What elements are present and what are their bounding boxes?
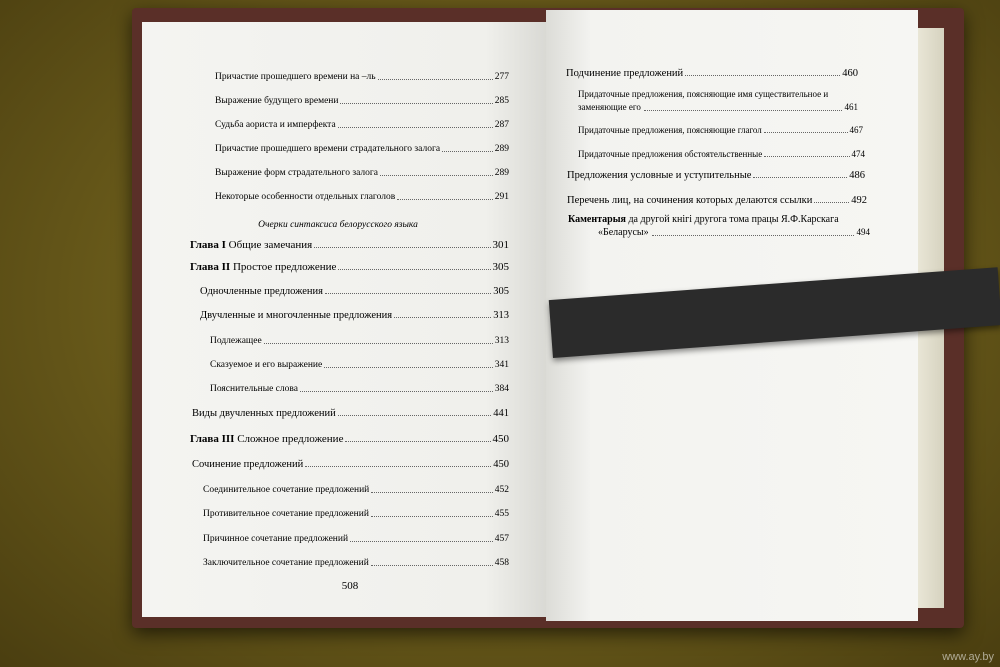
leader-dots bbox=[378, 79, 493, 80]
leader-dots bbox=[371, 565, 493, 566]
toc-subentry bbox=[203, 558, 509, 569]
comments-bold-word: Каментарыя bbox=[568, 214, 626, 225]
toc-entry-title-line: «Беларусы» bbox=[598, 227, 649, 238]
leader-dots bbox=[442, 151, 493, 152]
toc-entry-title: Заключительное сочетание предложений bbox=[203, 558, 369, 568]
toc-entry bbox=[215, 96, 509, 107]
toc-entry-title: Предложения условные и уступительные bbox=[567, 170, 752, 181]
chapter-entry bbox=[190, 240, 509, 251]
toc-entry-page: 452 bbox=[494, 485, 509, 495]
toc-entry bbox=[566, 68, 858, 79]
leader-dots bbox=[644, 110, 842, 111]
page-number: 508 bbox=[341, 580, 359, 592]
toc-entry-page: 458 bbox=[494, 558, 509, 568]
toc-entry-line bbox=[578, 101, 858, 114]
toc-entry-page: 457 bbox=[494, 534, 509, 544]
toc-entry-page: 287 bbox=[494, 120, 509, 130]
chapter-entry bbox=[190, 434, 509, 445]
toc-entry-title: Виды двучленных предложений bbox=[192, 408, 336, 419]
toc-entry-page: 455 bbox=[494, 509, 509, 519]
toc-entry-title: Сказуемое и его выражение bbox=[210, 360, 323, 370]
chapter-label: Глава III bbox=[190, 433, 235, 445]
toc-subentry bbox=[210, 384, 509, 395]
toc-entry bbox=[567, 195, 867, 206]
toc-entry bbox=[215, 120, 509, 131]
toc-entry bbox=[200, 310, 509, 321]
toc-entry-page: 450 bbox=[493, 459, 509, 470]
toc-entry-title: Судьба аориста и имперфекта bbox=[215, 120, 336, 130]
toc-subentry bbox=[203, 509, 509, 520]
leader-dots bbox=[371, 492, 493, 493]
toc-entry-title: Соединительное сочетание предложений bbox=[203, 485, 370, 495]
toc-entry-title: Сочинение предложений bbox=[192, 459, 304, 470]
chapter-page: 305 bbox=[492, 261, 509, 273]
leader-dots bbox=[340, 103, 492, 104]
toc-entry-page: 285 bbox=[494, 96, 509, 106]
toc-entry-title: Выражение форм страдательного залога bbox=[215, 168, 378, 178]
comments-rest: да другой кнігі другога тома працы Я.Ф.Карскага bbox=[625, 214, 839, 225]
leader-dots bbox=[753, 177, 847, 178]
leader-dots bbox=[394, 317, 491, 318]
toc-entry-title-line bbox=[568, 213, 870, 226]
leader-dots bbox=[764, 132, 848, 133]
leader-dots bbox=[814, 202, 849, 203]
toc-entry-page: 492 bbox=[851, 195, 867, 206]
toc-entry-page: 289 bbox=[494, 168, 509, 178]
toc-entry-title: Причинное сочетание предложений bbox=[203, 534, 349, 544]
chapter-page: 301 bbox=[492, 239, 509, 251]
toc-entry-page: 461 bbox=[844, 102, 858, 112]
chapter-name: Простое предложение bbox=[232, 261, 337, 273]
leader-dots bbox=[300, 391, 493, 392]
toc-entry-title: Придаточные предложения, поясняющие глагол bbox=[578, 125, 762, 135]
toc-entry-title: Одночленные предложения bbox=[200, 286, 323, 297]
chapter-title bbox=[190, 240, 314, 251]
toc-entry-title: Причастие прошедшего времени страдательного залога bbox=[215, 144, 441, 154]
toc-entry-page: 474 bbox=[851, 149, 865, 159]
leader-dots bbox=[264, 343, 493, 344]
toc-entry-page: 460 bbox=[842, 68, 858, 79]
leader-dots bbox=[350, 541, 493, 542]
toc-entry-page: 313 bbox=[493, 310, 509, 321]
toc-entry-page: 486 bbox=[849, 170, 865, 181]
toc-entry-title-line: Придаточные предложения, поясняющие имя существительное и bbox=[578, 89, 829, 99]
toc-entry-page: 467 bbox=[849, 125, 863, 135]
toc-entry-title: Выражение будущего времени bbox=[215, 96, 339, 106]
chapter-name: Общие замечания bbox=[228, 239, 313, 251]
toc-entry-page: 305 bbox=[493, 286, 509, 297]
toc-entry bbox=[215, 168, 509, 179]
toc-entry-page: 494 bbox=[856, 227, 870, 237]
toc-entry bbox=[215, 72, 509, 83]
toc-entry bbox=[192, 408, 509, 419]
leader-dots bbox=[685, 75, 840, 76]
toc-entry bbox=[200, 286, 509, 297]
leader-dots bbox=[324, 367, 493, 368]
toc-entry-title: Подчинение предложений bbox=[566, 68, 684, 79]
watermark: www.ay.by bbox=[942, 651, 994, 663]
toc-subentry bbox=[203, 534, 509, 545]
leader-dots bbox=[338, 269, 490, 270]
toc-entry-page: 277 bbox=[494, 72, 509, 82]
toc-entry-title: Пояснительные слова bbox=[210, 384, 298, 394]
toc-subentry bbox=[203, 485, 509, 496]
toc-entry-page: 384 bbox=[494, 384, 509, 394]
toc-entry-title: Двучленные и многочленные предложения bbox=[200, 310, 393, 321]
toc-subentry bbox=[210, 336, 509, 347]
chapter-title bbox=[190, 434, 345, 445]
section-heading: Очерки синтаксиса белорусского языка bbox=[258, 220, 418, 230]
leader-dots bbox=[338, 415, 491, 416]
toc-entry-title: Подлежащее bbox=[210, 336, 262, 346]
leader-dots bbox=[652, 235, 854, 236]
toc-entry-title: Придаточные предложения обстоятельственные bbox=[578, 149, 763, 159]
toc-entry-page: 289 bbox=[494, 144, 509, 154]
leader-dots bbox=[325, 293, 491, 294]
toc-subentry bbox=[578, 149, 865, 160]
toc-entry-line bbox=[568, 226, 870, 239]
toc-entry-page: 341 bbox=[494, 360, 509, 370]
leader-dots bbox=[371, 516, 493, 517]
toc-entry-title: Причастие прошедшего времени на –ль bbox=[215, 72, 376, 82]
chapter-label: Глава I bbox=[190, 239, 226, 251]
toc-entry bbox=[215, 192, 509, 203]
chapter-entry bbox=[190, 262, 509, 273]
toc-entry-page: 313 bbox=[494, 336, 509, 346]
leader-dots bbox=[764, 156, 849, 157]
toc-entry-title: Некоторые особенности отдельных глаголов bbox=[215, 192, 396, 202]
leader-dots bbox=[314, 247, 490, 248]
toc-entry-title: Перечень лиц, на сочинения которых делаются ссылки bbox=[567, 195, 813, 206]
leader-dots bbox=[345, 441, 490, 442]
toc-entry-page: 291 bbox=[494, 192, 509, 202]
chapter-label: Глава II bbox=[190, 261, 231, 273]
leader-dots bbox=[305, 466, 491, 467]
toc-subentry bbox=[210, 360, 509, 371]
toc-entry bbox=[567, 170, 865, 181]
toc-entry-page: 441 bbox=[493, 408, 509, 419]
leader-dots bbox=[338, 127, 493, 128]
chapter-page: 450 bbox=[492, 433, 509, 445]
chapter-name: Сложное предложение bbox=[237, 433, 344, 445]
toc-entry-title-line: заменяющие его bbox=[578, 102, 641, 112]
chapter-title bbox=[190, 262, 338, 273]
toc-entry bbox=[215, 144, 509, 155]
toc-entry-title: Противительное сочетание предложений bbox=[203, 509, 369, 519]
leader-dots bbox=[397, 199, 493, 200]
toc-subentry bbox=[578, 125, 863, 136]
toc-entry-multiline bbox=[568, 213, 870, 239]
leader-dots bbox=[380, 175, 493, 176]
toc-subentry-multiline bbox=[578, 88, 858, 114]
toc-entry bbox=[192, 459, 509, 470]
